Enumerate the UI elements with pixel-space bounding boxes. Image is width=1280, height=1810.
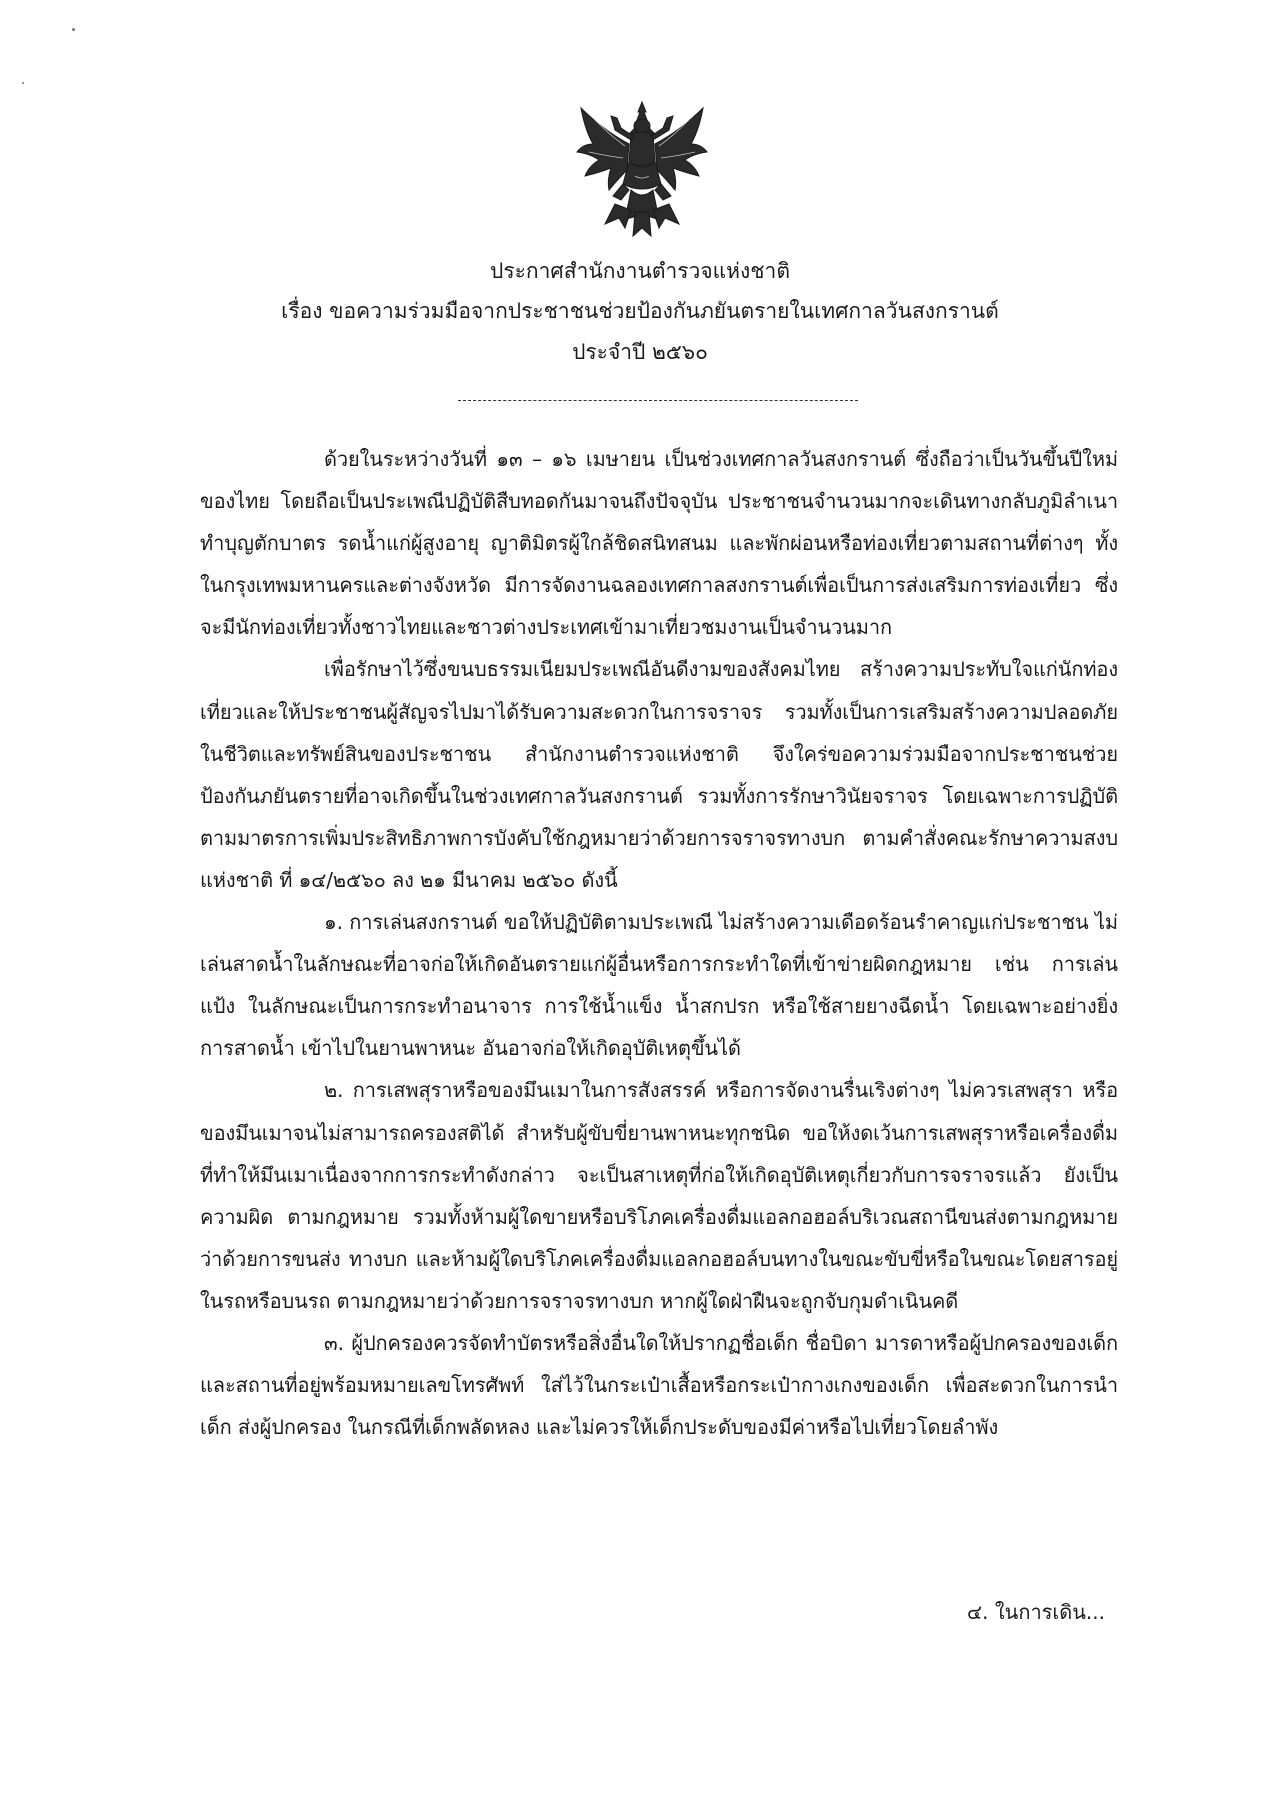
scan-speck	[72, 28, 75, 31]
garuda-emblem-icon	[575, 100, 710, 240]
body-paragraph: ๑. การเล่นสงกรานต์ ขอให้ปฏิบัติตามประเพณี ไม่สร้างความเดือดร้อนรำคาญแก่ประชาชน ไม่เล่นสาดน้ำในลักษณะที่อาจก่อให้เกิดอันตรายแก่ผู้อื่นหรือการกระทำใดที่เข้าข่ายผิดกฎหมาย เช่น การเล่นแป้ง ในลักษณะเป็นการกระทำอนาจาร การใช้น้ำแข็ง น้ำสกปรก หรือใช้สายยางฉีดน้ำ โดยเฉพาะอย่างยิ่งการสาดน้ำ เข้าไปในยานพาหนะ อันอาจก่อให้เกิดอุบัติเหตุขึ้นได้	[200, 910, 1118, 1061]
body-paragraph: ด้วยในระหว่างวันที่ ๑๓ – ๑๖ เมษายน เป็นช่วงเทศกาลวันสงกรานต์ ซึ่งถือว่าเป็นวันขึ้นปีใหม่ของไทย โดยถือเป็นประเพณีปฏิบัติสืบทอดกันมาจนถึงปัจจุบัน ประชาชนจำนวนมากจะเดินทางกลับภูมิลำเนา ทำบุญตักบาตร รดน้ำแก่ผู้สูงอายุ ญาติมิตรผู้ใกล้ชิดสนิทสนม และพักผ่อนหรือท่องเที่ยวตามสถานที่ต่างๆ ทั้งในกรุงเทพมหานครและต่างจังหวัด มีการจัดงานฉลองเทศกาลสงกรานต์เพื่อเป็นการส่งเสริมการท่องเที่ยว ซึ่งจะมีนักท่องเที่ยวทั้งชาวไทยและชาวต่างประเทศเข้ามาเที่ยวชมงานเป็นจำนวนมาก	[200, 447, 1118, 640]
announcement-year: ประจำปี ๒๕๖๐	[572, 340, 708, 364]
continuation-marker: ๔. ในการเดิน...	[967, 1600, 1105, 1624]
announcement-subject: เรื่อง ขอความร่วมมือจากประชาชนช่วยป้องกันภยันตรายในเทศกาลวันสงกรานต์	[281, 299, 999, 323]
announcement-body	[200, 438, 1118, 1448]
body-paragraph: ๓. ผู้ปกครองควรจัดทำบัตรหรือสิ่งอื่นใดให้ปรากฏชื่อเด็ก ชื่อบิดา มารดาหรือผู้ปกครองของเด็ก และสถานที่อยู่พร้อมหมายเลขโทรศัพท์ ใส่ไว้ในกระเป๋าเสื้อหรือกระเป๋ากางเกงของเด็ก เพื่อสะดวกในการนำเด็ก ส่งผู้ปกครอง ในกรณีที่เด็กพลัดหลง และไม่ควรให้เด็กประดับของมีค่าหรือไปเที่ยวโดยลำพัง	[200, 1330, 1118, 1440]
scan-speck	[22, 82, 24, 84]
header-divider	[458, 400, 858, 401]
announcement-agency: ประกาศสำนักงานตำรวจแห่งชาติ	[490, 259, 790, 283]
body-paragraph: เพื่อรักษาไว้ซึ่งขนบธรรมเนียมประเพณีอันดีงามของสังคมไทย สร้างความประทับใจแก่นักท่องเที่ยวและให้ประชาชนผู้สัญจรไปมาได้รับความสะดวกในการจราจร รวมทั้งเป็นการเสริมสร้างความปลอดภัยในชีวิตและทรัพย์สินของประชาชน สำนักงานตำรวจแห่งชาติ จึงใคร่ขอความร่วมมือจากประชาชนช่วยป้องกันภยันตรายที่อาจเกิดขึ้นในช่วงเทศกาลวันสงกรานต์ รวมทั้งการรักษาวินัยจราจร โดยเฉพาะการปฏิบัติตามมาตรการเพิ่มประสิทธิภาพการบังคับใช้กฎหมายว่าด้วยการจราจรทางบก ตามคำสั่งคณะรักษาความสงบแห่งชาติ ที่ ๑๔/๒๕๖๐ ลง ๒๑ มีนาคม ๒๕๖๐ ดังนี้	[200, 657, 1118, 892]
body-paragraph: ๒. การเสพสุราหรือของมึนเมาในการสังสรรค์ หรือการจัดงานรื่นเริงต่างๆ ไม่ควรเสพสุรา หรือของมึนเมาจนไม่สามารถครองสติได้ สำหรับผู้ขับขี่ยานพาหนะทุกชนิด ขอให้งดเว้นการเสพสุราหรือเครื่องดื่ม ที่ทำให้มึนเมาเนื่องจากการกระทำดังกล่าว จะเป็นสาเหตุที่ก่อให้เกิดอุบัติเหตุเกี่ยวกับการจราจรแล้ว ยังเป็นความผิด ตามกฎหมาย รวมทั้งห้ามผู้ใดขายหรือบริโภคเครื่องดื่มแอลกอฮอล์บริเวณสถานีขนส่งตามกฎหมายว่าด้วยการขนส่ง ทางบก และห้ามผู้ใดบริโภคเครื่องดื่มแอลกอฮอล์บนทางในขณะขับขี่หรือในขณะโดยสารอยู่ในรถหรือบนรถ ตามกฎหมายว่าด้วยการจราจรทางบก หากผู้ใดฝ่าฝืนจะถูกจับกุมดำเนินคดี	[200, 1078, 1118, 1313]
